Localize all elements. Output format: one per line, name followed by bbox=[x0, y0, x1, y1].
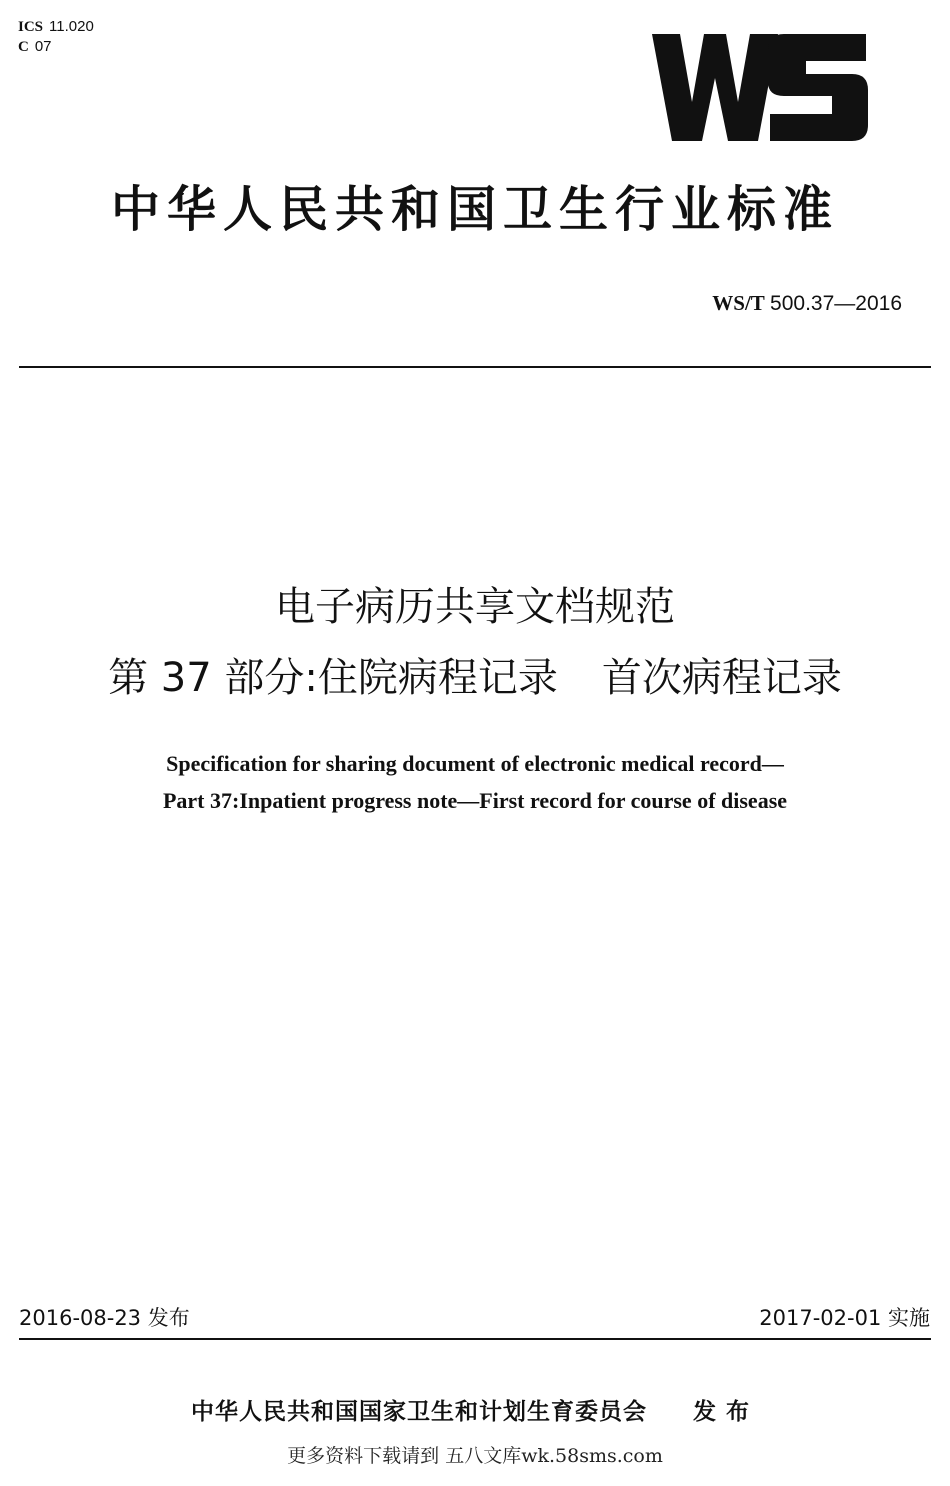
english-title-line-1: Specification for sharing document of electronic medical record— bbox=[166, 751, 784, 776]
ccs-code: 07 bbox=[34, 38, 52, 55]
chinese-title-part: 第 37 部分:住院病程记录 bbox=[108, 655, 558, 701]
issuer-action: 发布 bbox=[693, 1399, 759, 1425]
chinese-title-subpart: 首次病程记录 bbox=[601, 655, 842, 701]
ics-label: ICS bbox=[18, 19, 44, 35]
download-watermark-link[interactable]: 更多资料下载请到 五八文库wk.58sms.com bbox=[287, 1445, 663, 1467]
ws-logo bbox=[650, 30, 870, 145]
implementation-date: 2017-02-01 实施 bbox=[759, 1306, 930, 1330]
issuer-organization: 中华人民共和国国家卫生和计划生育委员会 bbox=[191, 1399, 647, 1425]
ccs-line bbox=[18, 37, 94, 57]
ccs-label: C bbox=[18, 39, 29, 55]
standard-category-title: 中华人民共和国卫生行业标准 bbox=[110, 181, 839, 238]
top-divider bbox=[19, 366, 931, 368]
chinese-title-line-2 bbox=[0, 653, 950, 703]
classification-codes bbox=[18, 17, 94, 57]
issuing-authority bbox=[0, 1395, 950, 1429]
chinese-title-line-1: 电子病历共享文档规范 bbox=[275, 584, 675, 630]
ics-code: 11.020 bbox=[49, 18, 94, 35]
standard-number bbox=[712, 290, 902, 317]
bottom-divider bbox=[19, 1338, 931, 1340]
ics-line bbox=[18, 17, 94, 37]
standard-number-prefix: WS/T bbox=[712, 291, 765, 315]
issue-date: 2016-08-23 发布 bbox=[19, 1306, 190, 1330]
english-title-line-2: Part 37:Inpatient progress note—First record for course of disease bbox=[162, 788, 788, 813]
standard-number-value: 500.37—2016 bbox=[770, 292, 902, 315]
